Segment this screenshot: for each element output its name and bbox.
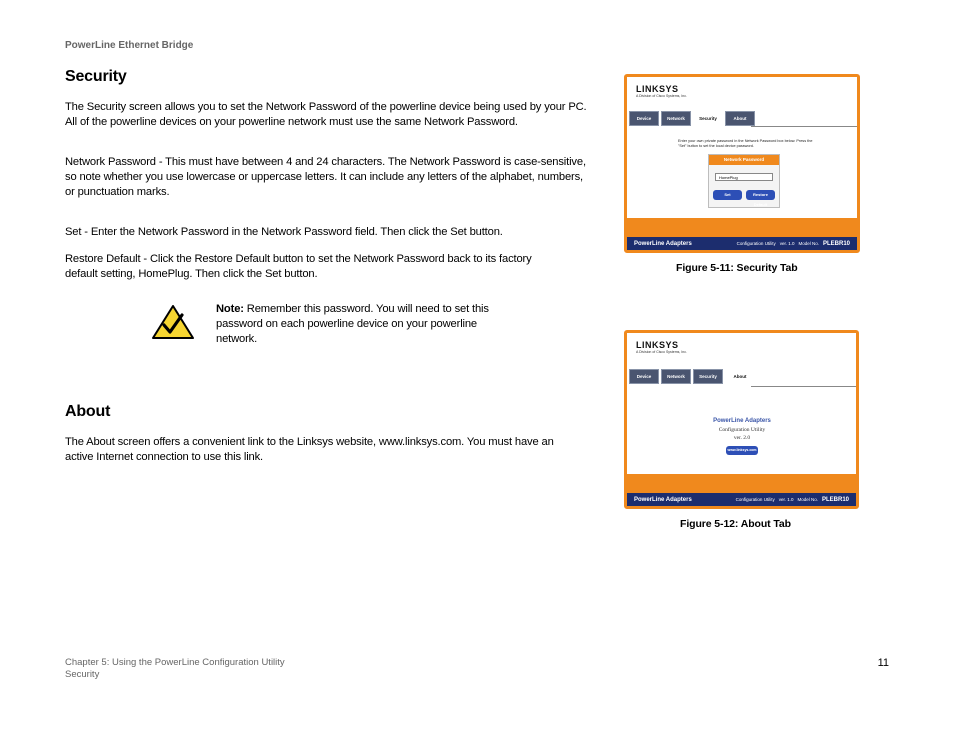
about-product-sub: Configuration Utility [718,427,766,433]
product-bar-title: PowerLine Adapters [634,240,692,247]
tab-security[interactable]: Security [693,111,723,126]
linksys-logo-sub: A Division of Cisco Systems, Inc. [636,350,687,354]
network-password-desc: Network Password - This must have between 4 and 24 characters. The Network Password is case-sensitive, so note whether you use lowercase or uppercase letters. It can include any letters of the alphabet, numbers, or punctuation marks. [65,156,586,198]
product-bar-model: PLEBR10 [822,240,850,247]
footer-band [627,474,856,493]
tab-network[interactable]: Network [661,111,691,126]
about-version: ver. 2.0 [733,435,751,441]
restore-default-button[interactable]: Restore Default [746,190,775,200]
tab-about[interactable]: About [725,369,755,384]
product-bar-title: PowerLine Adapters [634,496,692,503]
security-heading: Security [65,68,127,85]
product-bar-utility: Configuration Utility [736,241,776,246]
tab-row [629,111,757,126]
note-label: Note: [216,303,244,315]
restore-default-desc: Restore Default - Click the Restore Default button to set the Network Password back to its factory default setting, HomePlug. Then click the Set button. [65,253,532,280]
note-text [216,302,516,347]
about-heading: About [65,403,111,420]
figure-5-11-caption: Figure 5-11: Security Tab [676,262,798,274]
tab-network[interactable]: Network [661,369,691,384]
product-bar-version: ver. 1.0 [778,497,794,502]
page-number: 11 [877,657,889,669]
security-intro: The Security screen allows you to set the Network Password of the powerline device being used by your PC. All of the powerline devices on your powerline network must use the same Network Password. [65,101,587,128]
tab-row [629,369,757,384]
linksys-logo: LINKSYS [636,340,679,350]
linksys-logo-sub: A Division of Cisco Systems, Inc. [636,94,687,98]
figure-5-12-caption: Figure 5-12: About Tab [680,518,791,530]
set-desc: Set - Enter the Network Password in the Network Password field. Then click the Set button. [65,226,503,238]
product-bar-model: PLEBR10 [821,496,849,503]
tab-device[interactable]: Device [629,111,659,126]
security-tab-screenshot [624,74,860,253]
tab-about[interactable]: About [725,111,755,126]
product-bar-version: ver. 1.0 [779,241,795,246]
note-body: Remember this password. You will need to set this password on each powerline device on your powerline network. [216,303,489,345]
about-tab-screenshot [624,330,859,509]
linksys-website-button[interactable]: www.linksys.com [726,446,758,455]
product-bar-model-label: Model No. [797,497,818,502]
security-instruction: Enter your own private password in the Network Password box below. Press the "Set" button to set the local device password. [678,139,813,148]
product-bar [627,493,856,506]
set-button[interactable]: Set [713,190,742,200]
product-bar-utility: Configuration Utility [735,497,775,502]
tab-device[interactable]: Device [629,369,659,384]
about-desc: The About screen offers a convenient link to the Linksys website, www.linksys.com. You must have an active Internet connection to use this link. [65,436,554,463]
checkmark-warning-icon [151,304,195,340]
footer-band [627,218,857,237]
tab-divider [751,386,859,387]
running-header: PowerLine Ethernet Bridge [65,40,194,51]
linksys-logo: LINKSYS [636,84,679,94]
network-password-panel [708,154,780,208]
footer-chapter: Chapter 5: Using the PowerLine Configuration Utility [65,657,285,668]
tab-divider [751,126,859,127]
network-password-input[interactable]: HomePlug [715,173,773,181]
product-bar-model-label: Model No. [798,241,819,246]
about-product-title: PowerLine Adapters [713,418,771,424]
product-bar [627,237,857,250]
network-password-title: Network Password [709,155,779,165]
tab-security[interactable]: Security [693,369,723,384]
footer-section: Security [65,669,100,680]
